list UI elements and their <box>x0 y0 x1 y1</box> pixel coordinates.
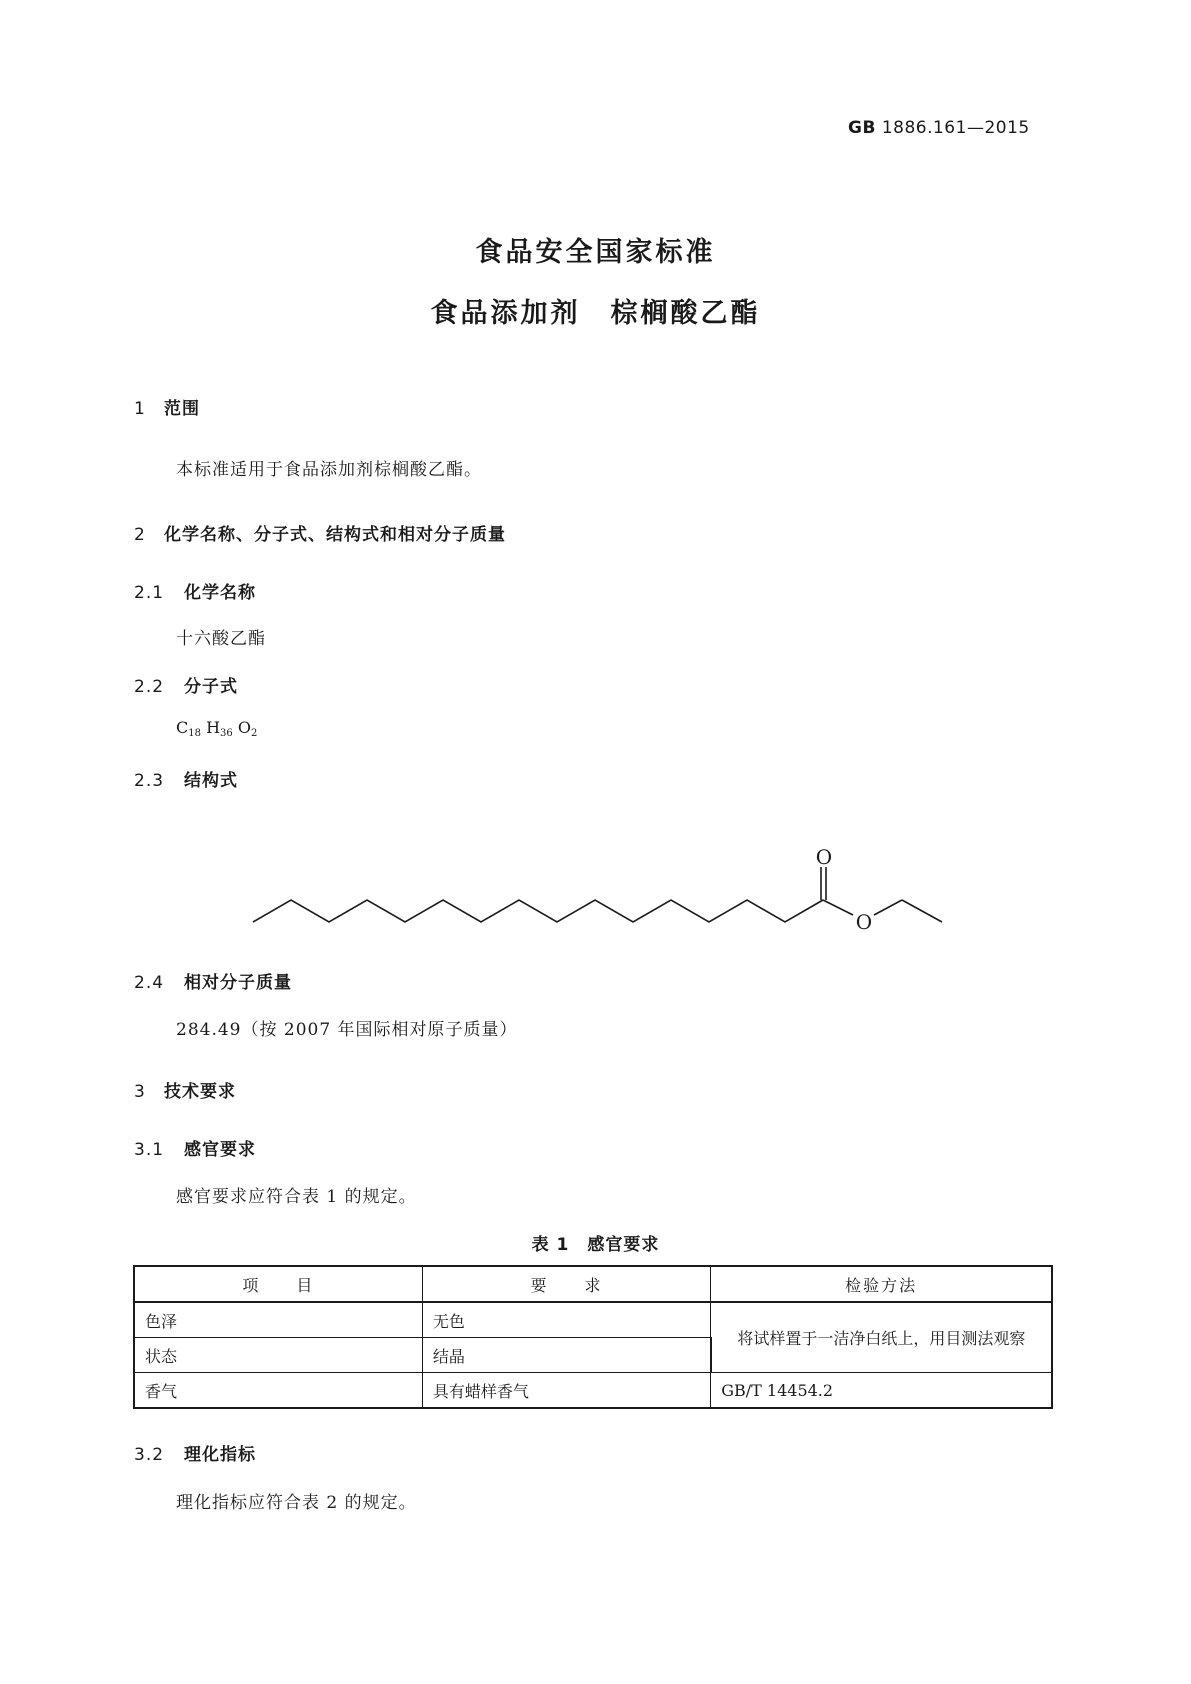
section-heading-2-1: 2.1 化学名称 <box>134 583 256 603</box>
section-heading-2-3: 2.3 结构式 <box>134 771 238 791</box>
ester-oxygen-label: O <box>855 910 873 934</box>
section-heading-1: 1 范围 <box>134 399 200 419</box>
section-3-2-body: 理化指标应符合表 2 的规定。 <box>176 1493 417 1513</box>
table-cell-method-merged: 将试样置于一洁净白纸上，用目测法观察 <box>711 1302 1052 1373</box>
ethyl-bond <box>902 900 942 922</box>
table-header-item: 项 目 <box>134 1266 422 1302</box>
table-1-caption: 表 1 感官要求 <box>531 1235 660 1255</box>
carbonyl-oxygen-label: O <box>815 845 833 869</box>
table-1 <box>133 1265 1053 1409</box>
table-header-row <box>134 1266 1052 1302</box>
section-1-body: 本标准适用于食品添加剂棕榈酸乙酯。 <box>176 460 482 480</box>
ester-bond-1 <box>823 900 853 915</box>
section-3-1-body: 感官要求应符合表 1 的规定。 <box>176 1187 417 1207</box>
document-subtitle: 食品添加剂 棕榈酸乙酯 <box>430 298 761 329</box>
section-heading-3: 3 技术要求 <box>134 1082 236 1102</box>
table-cell-item: 香气 <box>134 1373 422 1409</box>
table-header-requirement: 要 求 <box>422 1266 710 1302</box>
table-cell-item: 色泽 <box>134 1302 422 1338</box>
standard-prefix: GB <box>848 118 876 138</box>
table-row <box>134 1373 1052 1409</box>
standard-code: 1886.161—2015 <box>881 118 1030 138</box>
table-cell-requirement: 无色 <box>422 1302 710 1338</box>
table-header-method: 检验方法 <box>711 1266 1052 1302</box>
table-cell-requirement: 结晶 <box>422 1338 710 1373</box>
carbon-chain <box>253 900 823 922</box>
table-cell-item: 状态 <box>134 1338 422 1373</box>
ester-bond-2 <box>874 900 902 915</box>
table-row <box>134 1302 1052 1338</box>
section-heading-2: 2 化学名称、分子式、结构式和相对分子质量 <box>134 525 506 545</box>
molecular-weight: 284.49（按 2007 年国际相对原子质量） <box>176 1020 518 1040</box>
section-heading-2-2: 2.2 分子式 <box>134 677 238 697</box>
section-heading-3-2: 3.2 理化指标 <box>134 1445 256 1465</box>
molecular-formula: $C_{18}$ $H_{36}$ $O_2$ <box>176 718 258 739</box>
document-title: 食品安全国家标准 <box>475 237 716 268</box>
table-cell-method: GB/T 14454.2 <box>711 1373 1052 1409</box>
section-heading-2-4: 2.4 相对分子质量 <box>134 973 292 993</box>
section-heading-3-1: 3.1 感官要求 <box>134 1140 256 1160</box>
table-cell-requirement: 具有蜡样香气 <box>422 1373 710 1409</box>
chemical-name: 十六酸乙酯 <box>176 629 266 649</box>
